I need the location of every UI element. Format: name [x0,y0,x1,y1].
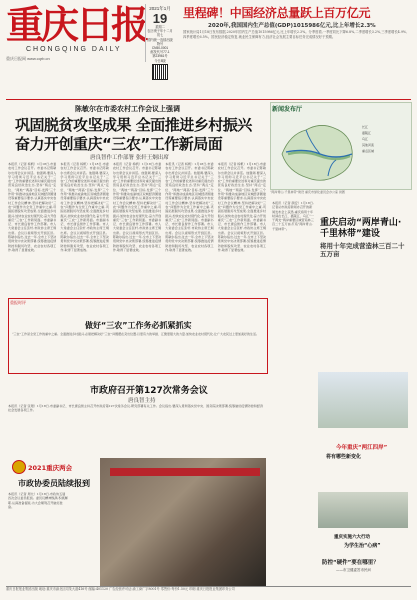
issue-line: 第23961号 [152,54,168,59]
side-story-headline[interactable]: 重庆启动“两岸青山·千里林带”建设 [320,218,402,239]
region-map [276,114,358,186]
teaser-headline[interactable]: 防控“硬件”要在哪里？ [322,560,379,566]
legend-item: 重点区域 [362,149,375,153]
map-caption: “两岸青山·千里林带”建设 重庆市绿化委员会办公室 供图 [270,190,345,194]
lead-body-column: 本报讯（记者 杨帆）1月18日,市委农村工作会议召开。市委书记陈敏尔出席会议并讲话。他强调,要深入学习贯彻习近平总书记关于“三农”工作的重要论述和对重庆提出的营造良好政治生态,坚持“两点”定位、“两地”“两高”目标,发挥“三个作用”和推动成渝地区双城经济圈建设等重要指示要求,认真落实中央农村工作会议精神,坚持把解决好“三农”问题作为全党工作重中之重,巩固拓展脱贫攻坚成果,全面推进乡村振兴,加快农业农村现代化,奋力开创重庆“三农”工作新局面。市委副书记、市长唐良智作工作部署。市人大常委会主任张轩,市政协主席王炯出席。会议以视频形式开到区县。陈敏尔指出,过去一年,全市上下坚决贯彻党中央决策部署,统筹推进疫情防控和脱贫攻坚、农业农村各项工作,取得了显著成效。 [112,162,162,252]
page-footer: 重庆日报报业集团出版 地址:重庆市渝北区同茂大道416号 邮编:401120 广告经营许可证:渝工商广字8001号 零售价:每份1.50元 印刷:重庆日报报业集团印务公司 [6,586,411,599]
issue-line: CN50-0001 [151,46,169,51]
lead-body-column: 本报讯（记者 杨帆）1月18日,市委农村工作会议召开。市委书记陈敏尔出席会议并讲话。他强调,要深入学习贯彻习近平总书记关于“三农”工作的重要论述和对重庆提出的营造良好政治生态,坚持“两点”定位、“两地”“两高”目标,发挥“三个作用”和推动成渝地区双城经济圈建设等重要指示要求,认真落实中央农村工作会议精神,坚持把解决好“三农”问题作为全党工作重中之重,巩固拓展脱贫攻坚成果,全面推进乡村振兴,加快农业农村现代化,奋力开创重庆“三农”工作新局面。市委副书记、市长唐良智作工作部署。市人大常委会主任张轩,市政协主席王炯出席。会议以视频形式开到区县。陈敏尔指出,过去一年,全市上下坚决贯彻党中央决策部署,统筹推进疫情防控和脱贫攻坚、农业农村各项工作,取得了显著成效。 [8,162,57,252]
issue-info [145,4,174,62]
lead-headline[interactable]: 巩固脱贫攻坚成果 全面推进乡村振兴 [15,116,252,134]
lead-body-column: 本报讯（记者 杨帆）1月18日,市委农村工作会议召开。市委书记陈敏尔出席会议并讲话。他强调,要深入学习贯彻习近平总书记关于“三农”工作的重要论述和对重庆提出的营造良好政治生态,坚持“两点”定位、“两地”“两高”目标,发挥“三个作用”和推动成渝地区双城经济圈建设等重要指示要求,认真落实中央农村工作会议精神,坚持把解决好“三农”问题作为全党工作重中之重,巩固拓展脱贫攻坚成果,全面推进乡村振兴,加快农业农村现代化,奋力开创重庆“三农”工作新局面。市委副书记、市长唐良智作工作部署。市人大常委会主任张轩,市政协主席王炯出席。会议以视频形式开到区县。陈敏尔指出,过去一年,全市上下坚决贯彻党中央决策部署,统筹推进疫情防控和脱贫攻坚、农业农村各项工作,取得了显著成效。 [165,162,214,252]
side-story-body: 本报讯（记者 颜安）1月18日,记者从市政府新闻办召开的新闻发布会上获悉,重庆将用十年时间在长江、嘉陵江、乌江“一干两支”两岸重要区域营造林三百二十五万亩,打造“两岸青山·千里林带”。 [272,201,314,231]
issue-line: 邮发代号77-1 [150,50,170,55]
issue-date: 2021年1月 [149,6,171,11]
legend-item: 嘉陵江 [362,131,372,135]
side-story-subhead: 将用十年完成营造林三百二十五万亩 [320,242,405,258]
lead-body-column: 本报讯（记者 杨帆）1月18日,市委农村工作会议召开。市委书记陈敏尔出席会议并讲话。他强调,要深入学习贯彻习近平总书记关于“三农”工作的重要论述和对重庆提出的营造良好政治生态,坚持“两点”定位、“两地”“两高”目标,发挥“三个作用”和推动成渝地区双城经济圈建设等重要指示要求,认真落实中央农村工作会议精神,坚持把解决好“三农”问题作为全党工作重中之重,巩固拓展脱贫攻坚成果,全面推进乡村振兴,加快农业农村现代化,奋力开创重庆“三农”工作新局面。市委副书记、市长唐良智作工作部署。市人大常委会主任张轩,市政协主席王炯出席。会议以视频形式开到区县。陈敏尔指出,过去一年,全市上下坚决贯彻党中央决策部署,统筹推进疫情防控和脱贫攻坚、农业农村各项工作,取得了显著成效。 [217,162,267,252]
lianghui-body: 本报讯（记者 周尤）1月18日,市政协五届四次会议委员报到。委员们精神饱满,积极履职,认真准备提案,为大会顺利召开做好准备。 [8,492,68,509]
issue-line: 国内统一连续出版物号 [147,37,173,46]
photo-banner [110,468,260,476]
commentary-tag: 重报时评 [10,300,26,305]
qr-code-icon [152,64,168,80]
issue-line: 今日8版 [154,58,166,63]
press-panel-tag: 新闻发布厅 [272,106,303,113]
masthead-url: 重庆日报网 www.cqrb.cn [6,56,50,61]
meeting-body: 本报讯（记者 张珺）1月18日,市委副书记、市长唐良智主持召开市政府第127次常务会议,研究部署有关工作。会议指出,要深入贯彻落实党中央、国务院决策部署,统筹做好疫情防控和经济社会发展各项工作。 [8,404,263,413]
legend-item: 其他河流 [362,143,375,147]
masthead-subtitle: CHONGQING DAILY [26,46,122,53]
commentary-body: “三农”工作是全党工作的重中之重。全面推进乡村振兴,必须把解决好“三农”问题摆在突出位置,以更有力的举措、汇聚更强大的力量,加快农业农村现代化,让广大农民过上更加美好的生活。 [12,332,259,336]
teaser-subhead: 将有哪些新变化 [326,454,362,460]
teaser-subhead: ——市卫健委答市民问 [336,568,371,572]
map-legend [362,124,406,154]
issue-day: 19 [152,11,168,26]
lead-leadin: 陈敏尔在市委农村工作会议上强调 [75,105,180,113]
teaser-subhead: 为学生治“心病” [344,543,381,549]
top-story-subhead: 2020年,我国国内生产总值(GDP)1015986亿元,比上年增长2.3% [208,23,376,29]
legend-item: 乌江 [362,137,369,141]
side-story-headline-block [320,218,410,258]
landscape-photo [318,372,408,428]
lianghui-headline[interactable]: 市政协委员陆续报到 [18,479,90,488]
lead-body [8,162,266,296]
meeting-byline: 唐良智主持 [128,398,156,404]
lianghui-badge: 2021重庆两会 [28,464,73,472]
emblem-icon [12,460,26,474]
meeting-headline[interactable]: 市政府召开第127次常务会议 [90,386,208,396]
teaser-headline[interactable]: 重庆实施六大行动 [334,535,370,540]
teaser-headline[interactable]: 今年重庆“两江四岸” [336,445,388,451]
masthead-title: 重庆日报 [6,2,147,47]
lead-byline: 唐良智作工作部署 张轩王炯出席 [90,155,169,161]
commentary-headline[interactable]: 做好“三农”工作务必抓紧抓实 [85,321,192,330]
lead-headline-2[interactable]: 奋力开创重庆“三农”工作新局面 [15,135,223,153]
issue-line: 农历庚子年十二月初七 [147,29,173,38]
registration-photo [100,458,266,586]
section-divider [6,99,411,100]
lead-body-column: 本报讯（记者 杨帆）1月18日,市委农村工作会议召开。市委书记陈敏尔出席会议并讲话。他强调,要深入学习贯彻习近平总书记关于“三农”工作的重要论述和对重庆提出的营造良好政治生态,坚持“两点”定位、“两地”“两高”目标,发挥“三个作用”和推动成渝地区双城经济圈建设等重要指示要求,认真落实中央农村工作会议精神,坚持把解决好“三农”问题作为全党工作重中之重,巩固拓展脱贫攻坚成果,全面推进乡村振兴,加快农业农村现代化,奋力开创重庆“三农”工作新局面。市委副书记、市长唐良智作工作部署。市人大常委会主任张轩,市政协主席王炯出席。会议以视频形式开到区县。陈敏尔指出,过去一年,全市上下坚决贯彻党中央决策部署,统筹推进疫情防控和脱贫攻坚、农业农村各项工作,取得了显著成效。 [60,162,109,252]
teaser-photo [318,492,408,528]
top-story-body: 国家统计局1月18日发布数据,2020年国内生产总值1015986亿元,比上年增长2.3%。分季度看,一季度同比下降6.8%,二季度增长3.2%,三季度增长4.9%,四季度增长6.5%。国民经济稳定恢复,就业民生保障有力,经济社会发展主要目标任务完成情况好于预期。 [183,30,408,39]
top-story-headline[interactable]: 里程碑！中国经济总量跃上百万亿元 [183,6,371,20]
issue-weekday: 星期二 [155,25,165,29]
legend-item: 长江 [362,125,369,129]
